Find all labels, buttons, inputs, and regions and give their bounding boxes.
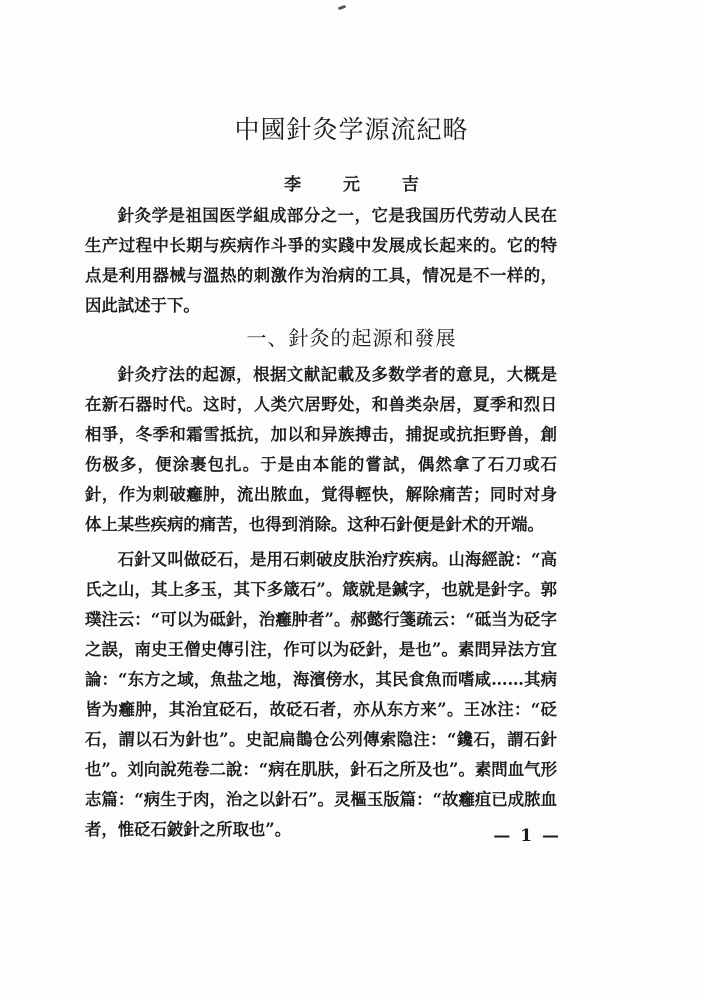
page-number: — 1 — bbox=[493, 826, 561, 846]
body-paragraph: 針灸疗法的起源，根据文献記載及多数学者的意見，大概是在新石器时代。这时，人类穴居野处，和兽类杂居，夏季和烈日相爭，冬季和霜雪抵抗，加以和异族搏击，捕捉或抗拒野兽，創伤极多，便涂裹包扎。于是由本能的嘗試，偶然拿了石刀或石針，作为刺破癰肿，流出脓血，覚得輕快，解除痛苦；同时对身体上某些疾病的痛苦，也得到消除。这种石針便是針术的开端。 bbox=[85, 365, 557, 534]
document-title: 中國針灸学源流紀略 bbox=[234, 115, 469, 144]
section-heading: 一、針灸的起源和發展 bbox=[246, 326, 457, 350]
author-name: 李 元 吉 bbox=[284, 175, 437, 195]
intro-paragraph: 針灸学是祖国医学組成部分之一，它是我国历代劳动人民在生产过程中长期与疾病作斗爭的实踐中发展成长起来的。它的特点是利用器械与溫热的刺激作为治病的工具，情况是不一样的，因此試述于下。 bbox=[85, 206, 557, 315]
body-paragraph: 石針又叫做砭石，是用石刺破皮肤治疗疾病。山海經說：“高氏之山，其上多玉，其下多箴石”。箴就是鍼字，也就是針字。郭璞注云：“可以为砥針，治癰肿者”。郝懿行箋疏云：“砥当为砭字之誤，南史王僧史傳引注，作可以为砭針，是也”。素問异法方宜論：“东方之域，魚盐之地，海濱傍水，其民食魚而嗜咸……其病皆为癰肿，其治宜砭石，故砭石者，亦从东方来”。王冰注：“砭石，謂以石为針也”。史記扁鵲仓公列傳索隐注：“鑱石，謂石針也”。刘向說苑卷二說：“病在肌肤，針石之所及也”。素問血气形志篇：“病生于肉，治之以針石”。灵樞玉版篇：“故癰疽已成脓血者，惟砭石鈹針之所取也”。 bbox=[85, 550, 557, 839]
scan-mark bbox=[338, 5, 347, 11]
